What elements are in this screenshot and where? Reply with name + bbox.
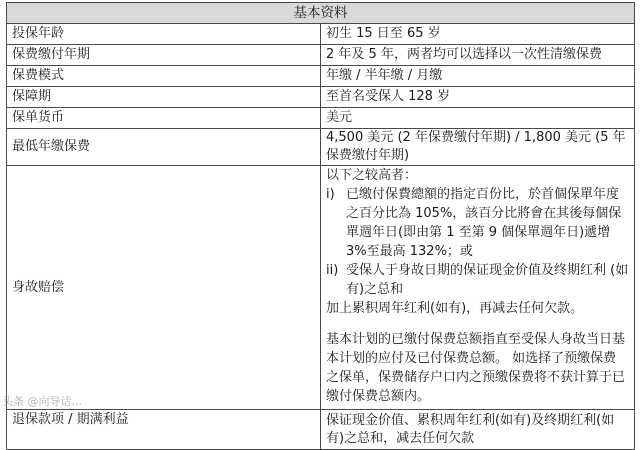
death-benefit-item-2-cont: 加上累积周年红利(如有)，再减去任何欠款。 bbox=[326, 301, 584, 316]
death-benefit-intro: 以下之较高者： bbox=[326, 168, 418, 183]
row-label-coverage: 保障期 bbox=[7, 87, 321, 108]
row-value-death-benefit bbox=[321, 166, 635, 410]
spacer bbox=[326, 318, 629, 330]
table-row bbox=[7, 66, 635, 87]
item-1-marker: i) bbox=[326, 187, 335, 202]
row-label-min-premium: 最低年缴保费 bbox=[7, 129, 321, 166]
row-value-surrender: 保证现金价值、累积周年红利(如有)及终期红利(如有)之总和，减去任何欠款 bbox=[321, 410, 635, 450]
watermark: 头条 @向导话... bbox=[2, 395, 82, 408]
table-row bbox=[7, 108, 635, 129]
table-header: 基本资料 bbox=[7, 3, 635, 24]
basic-info-table bbox=[6, 2, 635, 450]
row-label-surrender: 退保款项 / 期满利益 bbox=[7, 410, 321, 450]
row-value-payment-mode: 年缴 / 半年缴 / 月缴 bbox=[321, 66, 635, 87]
death-benefit-note: 基本计划的已缴付保费总额指直至受保人身故当日基本计划的应付及已付保费总额。 如选择了预缴保费之保单，保费储存户口内之预缴保费将不获计算于已缴付保费总额内。 bbox=[326, 332, 626, 404]
row-label-age: 投保年龄 bbox=[7, 24, 321, 45]
item-1-text: 已缴付保費總額的指定百份比，於首個保單年度之百分比為 105%，該百分比將會在其後每個保單週年日(即由第 1 至第 9 個保單週年日)遞增 3%至最高 132%；或 bbox=[346, 187, 622, 259]
row-value-age: 初生 15 日至 65 岁 bbox=[321, 24, 635, 45]
table-row-surrender bbox=[7, 410, 635, 450]
death-benefit-item-1 bbox=[326, 185, 629, 261]
row-value-currency: 美元 bbox=[321, 108, 635, 129]
row-value-coverage: 至首名受保人 128 岁 bbox=[321, 87, 635, 108]
row-label-death-benefit: 身故赔偿 bbox=[7, 166, 321, 410]
table-row-death-benefit bbox=[7, 166, 635, 410]
row-label-payment-term: 保费缴付年期 bbox=[7, 45, 321, 66]
table-row bbox=[7, 24, 635, 45]
row-label-payment-mode: 保费模式 bbox=[7, 66, 321, 87]
row-value-min-premium: 4,500 美元 (2 年保费缴付年期) / 1,800 美元 (5 年保费缴付年期) bbox=[321, 129, 635, 166]
table-row bbox=[7, 45, 635, 66]
row-value-payment-term: 2 年及 5 年，两者均可以选择以一次性清缴保费 bbox=[321, 45, 635, 66]
table-row bbox=[7, 129, 635, 166]
death-benefit-item-2 bbox=[326, 261, 629, 299]
row-label-currency: 保单货币 bbox=[7, 108, 321, 129]
table-row bbox=[7, 87, 635, 108]
item-2-text: 受保人于身故日期的保证现金价值及终期红利 (如有)之总和 bbox=[346, 263, 629, 297]
item-2-marker: ii) bbox=[326, 263, 339, 278]
